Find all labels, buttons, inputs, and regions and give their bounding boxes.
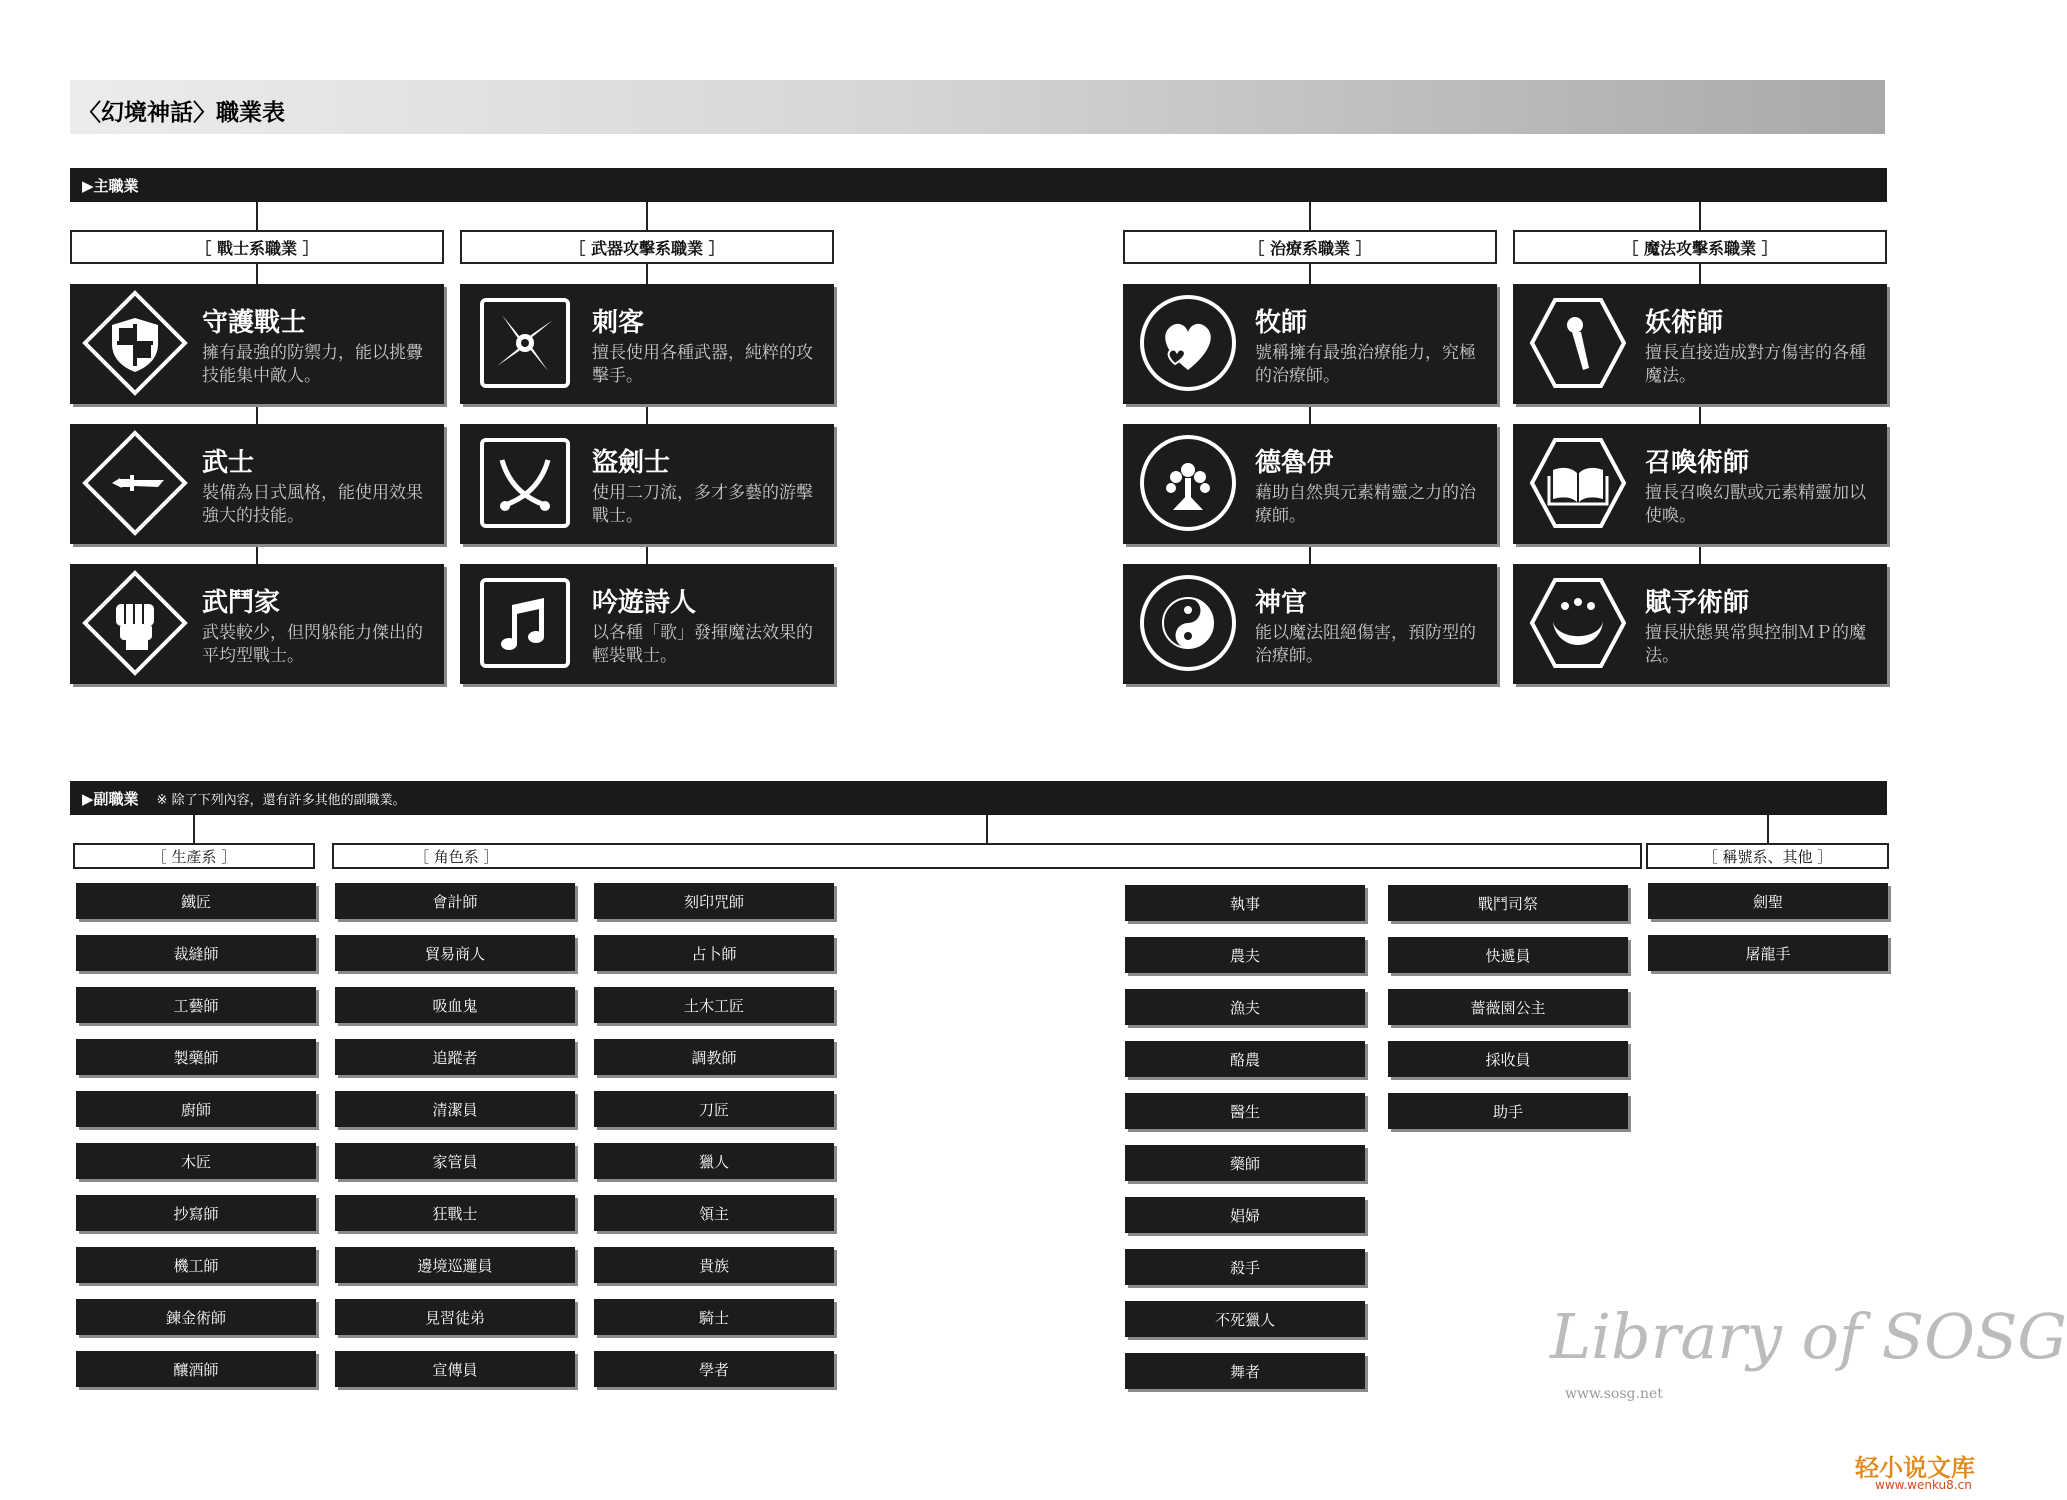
connector-line [256,404,258,424]
sub-job-item: 宣傳員 [335,1351,575,1387]
sub-job-item: 採收員 [1388,1041,1628,1077]
category-healer [1123,230,1497,264]
connector-line [646,202,648,230]
sub-job-item: 廚師 [76,1091,316,1127]
job-description: 號稱擁有最強治療能力，究極的治療師。 [1255,343,1476,386]
job-description: 武裝較少，但閃躲能力傑出的平均型戰士。 [202,623,423,666]
sub-job-item: 快遞員 [1388,937,1628,973]
sub-job-item: 狂戰士 [335,1195,575,1231]
sub-jobs-note: ※ 除了下列內容，還有許多其他的副職業。 [156,792,406,808]
sub-jobs-header [70,781,1887,815]
job-name: 盜劍士 [592,448,671,478]
wand-icon [1525,290,1631,396]
crescent-icon [1525,570,1631,676]
sub-job-item: 戰鬥司祭 [1388,885,1628,921]
sub-job-item: 殺手 [1125,1249,1365,1285]
sub-job-item: 鐵匠 [76,883,316,919]
category-role [332,843,1642,869]
connector-line [646,544,648,564]
connector-line [1699,202,1701,230]
job-name: 武士 [202,448,255,478]
watermark-site: 轻小说文库 [1855,1454,1975,1482]
connector-line [1699,544,1701,564]
sub-job-item: 製藥師 [76,1039,316,1075]
sub-job-item: 助手 [1388,1093,1628,1129]
sub-job-item: 醫生 [1125,1093,1365,1129]
sub-job-item: 家管員 [335,1143,575,1179]
connector-line [193,815,195,843]
sub-job-item: 舞者 [1125,1353,1365,1389]
connector-line [256,544,258,564]
job-description: 使用二刀流，多才多藝的游擊戰士。 [592,483,813,526]
sub-job-item: 漁夫 [1125,989,1365,1025]
sub-job-item: 學者 [594,1351,834,1387]
connector-line [1699,404,1701,424]
job-name: 吟遊詩人 [592,588,697,618]
connector-line [1309,264,1311,284]
connector-line [1699,264,1701,284]
sub-job-item: 劍聖 [1648,883,1888,919]
heart-icon [1135,290,1241,396]
katana-icon [82,430,188,536]
crossed-swords-icon [472,430,578,536]
job-name: 刺客 [592,308,645,338]
sub-job-item: 吸血鬼 [335,987,575,1023]
title-bar [70,80,1885,134]
main-jobs-header [70,168,1887,202]
sub-job-item: 酪農 [1125,1041,1365,1077]
job-card [1513,564,1887,684]
sub-job-item: 木匠 [76,1143,316,1179]
sub-job-item: 娼婦 [1125,1197,1365,1233]
sub-job-item: 刀匠 [594,1091,834,1127]
category-label: ［ 魔法攻擊系職業 ］ [1622,238,1778,258]
job-name: 賦予術師 [1645,588,1750,618]
sub-job-item: 鍊金術師 [76,1299,316,1335]
category-label: ［ 武器攻擊系職業 ］ [569,238,725,258]
connector-line [256,264,258,284]
sub-job-item: 占卜師 [594,935,834,971]
sub-job-item: 藥師 [1125,1145,1365,1181]
category-label: ［ 稱號系、其他 ］ [1702,847,1833,866]
fist-icon [82,570,188,676]
job-card [460,424,834,544]
connector-line [256,202,258,230]
shield-icon [82,290,188,396]
sub-job-item: 執事 [1125,885,1365,921]
job-name: 武鬥家 [202,588,281,618]
sub-job-item: 薔薇園公主 [1388,989,1628,1025]
sub-job-item: 追蹤者 [335,1039,575,1075]
music-note-icon [472,570,578,676]
book-icon [1525,430,1631,536]
shuriken-icon [472,290,578,396]
sub-job-item: 貴族 [594,1247,834,1283]
sub-job-item: 土木工匠 [594,987,834,1023]
job-description: 擁有最強的防禦力，能以挑釁技能集中敵人。 [202,343,423,386]
sub-job-item: 貿易商人 [335,935,575,971]
sub-jobs-label: ▶副職業 [82,789,139,808]
job-name: 神官 [1255,588,1308,618]
sub-job-item: 領主 [594,1195,834,1231]
category-magic [1513,230,1887,264]
sub-job-item: 會計師 [335,883,575,919]
job-description: 擅長召喚幻獸或元素精靈加以使喚。 [1645,483,1866,526]
sub-job-item: 抄寫師 [76,1195,316,1231]
connector-line [646,404,648,424]
sub-job-item: 裁縫師 [76,935,316,971]
job-description: 以各種「歌」發揮魔法效果的輕裝戰士。 [592,623,813,666]
category-label: ［ 生產系 ］ [151,847,237,866]
job-card [460,284,834,404]
connector-line [1309,544,1311,564]
connector-line [1309,202,1311,230]
sub-job-item: 屠龍手 [1648,935,1888,971]
job-card [1123,284,1497,404]
job-card [70,564,444,684]
job-name: 牧師 [1255,308,1308,338]
sub-job-item: 機工師 [76,1247,316,1283]
job-card [1513,424,1887,544]
category-title-other [1646,843,1889,869]
connector-line [1767,815,1769,843]
sub-job-item: 獵人 [594,1143,834,1179]
category-label: ［ 角色系 ］ [414,847,499,866]
category-warrior [70,230,444,264]
job-name: 守護戰士 [202,308,307,338]
watermark-library: Library of SOSG [1550,1300,2067,1373]
page-title: 〈幻境神話〉職業表 [78,100,285,126]
category-production [73,843,315,869]
watermark-site-url: www.wenku8.cn [1875,1478,1972,1492]
category-label: ［ 治療系職業 ］ [1248,238,1372,258]
category-label: ［ 戰士系職業 ］ [195,238,319,258]
job-description: 能以魔法阻絕傷害，預防型的治療師。 [1255,623,1476,666]
sub-job-item: 農夫 [1125,937,1365,973]
connector-line [646,264,648,284]
sub-job-item: 工藝師 [76,987,316,1023]
job-description: 擅長使用各種武器，純粹的攻擊手。 [592,343,813,386]
sub-job-item: 調教師 [594,1039,834,1075]
job-name: 德魯伊 [1255,448,1334,478]
connector-line [1309,404,1311,424]
sub-job-item: 不死獵人 [1125,1301,1365,1337]
sub-job-item: 邊境巡邏員 [335,1247,575,1283]
job-card [1123,424,1497,544]
job-card [70,424,444,544]
watermark-url: www.sosg.net [1565,1386,1663,1402]
job-description: 裝備為日式風格，能使用效果強大的技能。 [202,483,423,526]
sub-job-item: 釀酒師 [76,1351,316,1387]
yin-yang-icon [1135,570,1241,676]
connector-line [986,815,988,843]
job-description: 擅長狀態異常與控制ＭＰ的魔法。 [1645,623,1866,666]
tree-icon [1135,430,1241,536]
job-card [1123,564,1497,684]
sub-job-item: 見習徒弟 [335,1299,575,1335]
job-name: 妖術師 [1645,308,1724,338]
sub-job-item: 清潔員 [335,1091,575,1127]
job-card [460,564,834,684]
job-name: 召喚術師 [1645,448,1750,478]
job-description: 藉助自然與元素精靈之力的治療師。 [1255,483,1476,526]
sub-job-item: 騎士 [594,1299,834,1335]
job-description: 擅長直接造成對方傷害的各種魔法。 [1645,343,1866,386]
main-jobs-label: ▶主職業 [82,176,139,195]
sub-job-item: 刻印咒師 [594,883,834,919]
job-card [70,284,444,404]
category-weapon [460,230,834,264]
job-card [1513,284,1887,404]
